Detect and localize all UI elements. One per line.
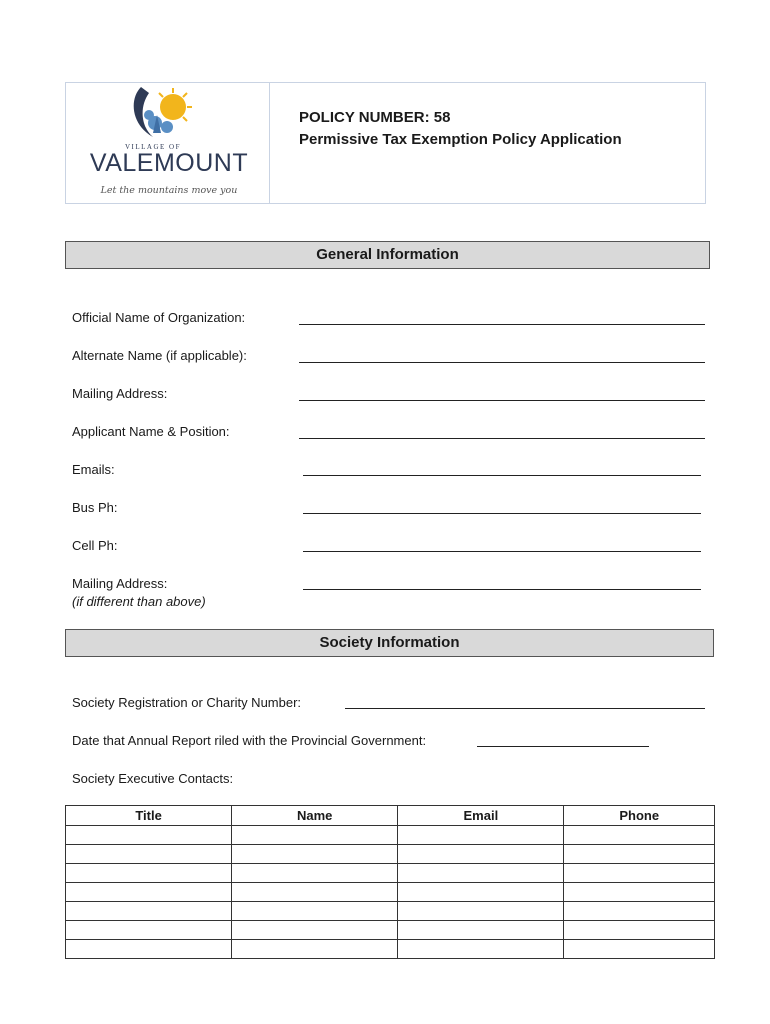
logo-small-text: VILLAGE OF (124, 143, 182, 151)
table-row (66, 845, 715, 864)
column-header-email: Email (398, 806, 564, 826)
table-cell-name[interactable] (232, 940, 398, 959)
society-registration-label: Society Registration or Charity Number: (72, 695, 302, 710)
table-cell-phone[interactable] (564, 883, 715, 902)
cell-phone-field[interactable] (303, 551, 701, 552)
table-cell-title[interactable] (66, 864, 232, 883)
bus-phone-label: Bus Ph: (72, 500, 118, 515)
table-cell-title[interactable] (66, 921, 232, 940)
society-registration-field[interactable] (345, 708, 705, 709)
table-row (66, 940, 715, 959)
sun-icon (159, 88, 192, 121)
annual-report-label: Date that Annual Report riled with the Provincial Government: (72, 733, 427, 748)
applicant-name-label: Applicant Name & Position: (72, 424, 230, 439)
header-divider (269, 83, 270, 203)
alt-mailing-address-title: Mailing Address: (72, 576, 168, 591)
table-row (66, 826, 715, 845)
table-cell-email[interactable] (398, 921, 564, 940)
table-cell-phone[interactable] (564, 845, 715, 864)
logo-name: VALEMOUNT (89, 149, 249, 177)
mailing-address-field[interactable] (299, 400, 705, 401)
table-row (66, 902, 715, 921)
table-cell-name[interactable] (232, 902, 398, 921)
table-cell-phone[interactable] (564, 864, 715, 883)
table-cell-phone[interactable] (564, 940, 715, 959)
alternate-name-label: Alternate Name (if applicable): (72, 348, 247, 363)
column-header-name: Name (232, 806, 398, 826)
table-body (66, 826, 715, 959)
policy-title: Permissive Tax Exemption Policy Application (299, 131, 622, 148)
table-cell-phone[interactable] (564, 921, 715, 940)
executive-contacts-table (65, 805, 715, 959)
table-cell-name[interactable] (232, 864, 398, 883)
alt-mailing-address-field[interactable] (303, 589, 701, 590)
official-name-label: Official Name of Organization: (72, 310, 246, 325)
annual-report-date-field[interactable] (477, 746, 649, 747)
table-row (66, 921, 715, 940)
table-cell-email[interactable] (398, 864, 564, 883)
table-cell-name[interactable] (232, 883, 398, 902)
table-cell-title[interactable] (66, 883, 232, 902)
column-header-title: Title (66, 806, 232, 826)
table-cell-title[interactable] (66, 845, 232, 864)
table-cell-name[interactable] (232, 826, 398, 845)
emails-field[interactable] (303, 475, 701, 476)
bus-phone-field[interactable] (303, 513, 701, 514)
table-cell-title[interactable] (66, 940, 232, 959)
emails-label: Emails: (72, 462, 115, 477)
policy-number: POLICY NUMBER: 58 (299, 109, 451, 126)
table-cell-email[interactable] (398, 845, 564, 864)
table-cell-email[interactable] (398, 826, 564, 845)
society-information-heading: Society Information (65, 629, 714, 657)
applicant-name-field[interactable] (299, 438, 705, 439)
table-row (66, 864, 715, 883)
table-cell-email[interactable] (398, 902, 564, 921)
table-cell-title[interactable] (66, 902, 232, 921)
table-cell-phone[interactable] (564, 902, 715, 921)
mailing-address-label: Mailing Address: (72, 386, 168, 401)
executive-contacts-label: Society Executive Contacts: (72, 771, 234, 786)
table-cell-email[interactable] (398, 940, 564, 959)
alternate-name-field[interactable] (299, 362, 705, 363)
general-information-heading: General Information (65, 241, 710, 269)
table-cell-phone[interactable] (564, 826, 715, 845)
valemount-logo (71, 85, 267, 203)
alt-mailing-address-label (72, 575, 206, 611)
alt-mailing-address-note: (if different than above) (72, 594, 206, 609)
table-cell-email[interactable] (398, 883, 564, 902)
policy-header (65, 82, 706, 204)
table-header-row (66, 806, 715, 826)
cell-phone-label: Cell Ph: (72, 538, 118, 553)
official-name-field[interactable] (299, 324, 705, 325)
table-row (66, 883, 715, 902)
column-header-phone: Phone (564, 806, 715, 826)
table-cell-name[interactable] (232, 845, 398, 864)
logo-tagline: Let the mountains move you (100, 185, 238, 196)
table-cell-name[interactable] (232, 921, 398, 940)
table-cell-title[interactable] (66, 826, 232, 845)
